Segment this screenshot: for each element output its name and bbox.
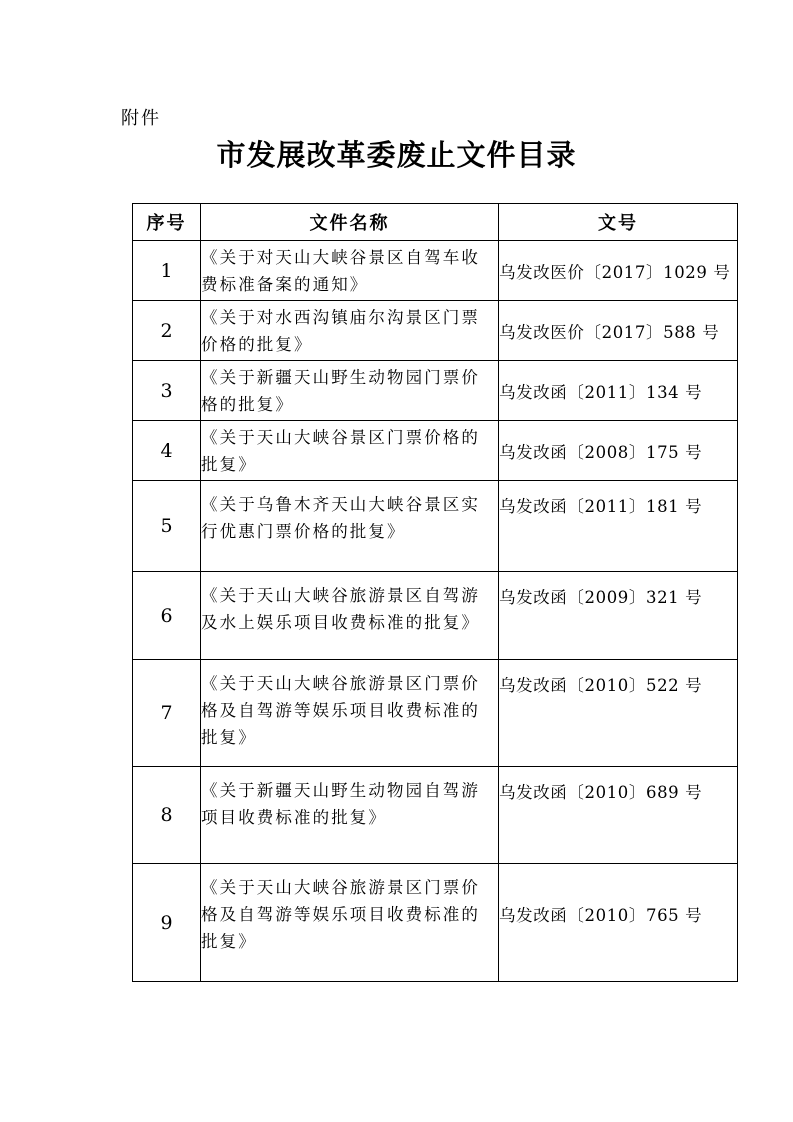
row-document-name: 《关于天山大峡谷景区门票价格的批复》: [201, 421, 499, 481]
row-document-name: 《关于对天山大峡谷景区自驾车收费标准备案的通知》: [201, 241, 499, 301]
row-serial-number: 1: [133, 241, 201, 301]
table-row: [133, 421, 738, 481]
table-row: [133, 361, 738, 421]
table-row: [133, 767, 738, 864]
row-document-number: 乌发改函〔2008〕175 号: [499, 421, 738, 481]
table-row: [133, 864, 738, 982]
table-row: [133, 301, 738, 361]
table-row: [133, 481, 738, 572]
row-serial-number: 7: [133, 660, 201, 767]
header-serial-number: 序号: [133, 204, 201, 241]
row-document-number: 乌发改函〔2010〕689 号: [499, 767, 738, 864]
row-document-number: 乌发改函〔2010〕522 号: [499, 660, 738, 767]
row-document-name: 《关于对水西沟镇庙尔沟景区门票价格的批复》: [201, 301, 499, 361]
page-title: 市发展改革委废止文件目录: [216, 138, 577, 172]
row-document-number: 乌发改函〔2011〕181 号: [499, 481, 738, 572]
row-serial-number: 6: [133, 572, 201, 660]
row-document-number: 乌发改函〔2011〕134 号: [499, 361, 738, 421]
row-serial-number: 9: [133, 864, 201, 982]
table-row: [133, 572, 738, 660]
row-document-number: 乌发改函〔2010〕765 号: [499, 864, 738, 982]
header-document-name: 文件名称: [201, 204, 499, 241]
row-serial-number: 3: [133, 361, 201, 421]
row-document-name: 《关于新疆天山野生动物园自驾游项目收费标准的批复》: [201, 767, 499, 864]
row-document-name: 《关于新疆天山野生动物园门票价格的批复》: [201, 361, 499, 421]
abolished-documents-table: [132, 203, 738, 982]
table-header-row: [133, 204, 738, 241]
table-row: [133, 241, 738, 301]
row-document-number: 乌发改医价〔2017〕1029 号: [499, 241, 738, 301]
row-serial-number: 4: [133, 421, 201, 481]
row-document-number: 乌发改医价〔2017〕588 号: [499, 301, 738, 361]
row-document-name: 《关于天山大峡谷旅游景区门票价格及自驾游等娱乐项目收费标准的批复》: [201, 660, 499, 767]
table-row: [133, 660, 738, 767]
header-document-number: 文号: [499, 204, 738, 241]
row-document-name: 《关于天山大峡谷旅游景区门票价格及自驾游等娱乐项目收费标准的批复》: [201, 864, 499, 982]
row-serial-number: 2: [133, 301, 201, 361]
row-document-number: 乌发改函〔2009〕321 号: [499, 572, 738, 660]
row-serial-number: 8: [133, 767, 201, 864]
row-document-name: 《关于天山大峡谷旅游景区自驾游及水上娱乐项目收费标准的批复》: [201, 572, 499, 660]
attachment-label: 附件: [121, 108, 161, 129]
row-document-name: 《关于乌鲁木齐天山大峡谷景区实行优惠门票价格的批复》: [201, 481, 499, 572]
row-serial-number: 5: [133, 481, 201, 572]
